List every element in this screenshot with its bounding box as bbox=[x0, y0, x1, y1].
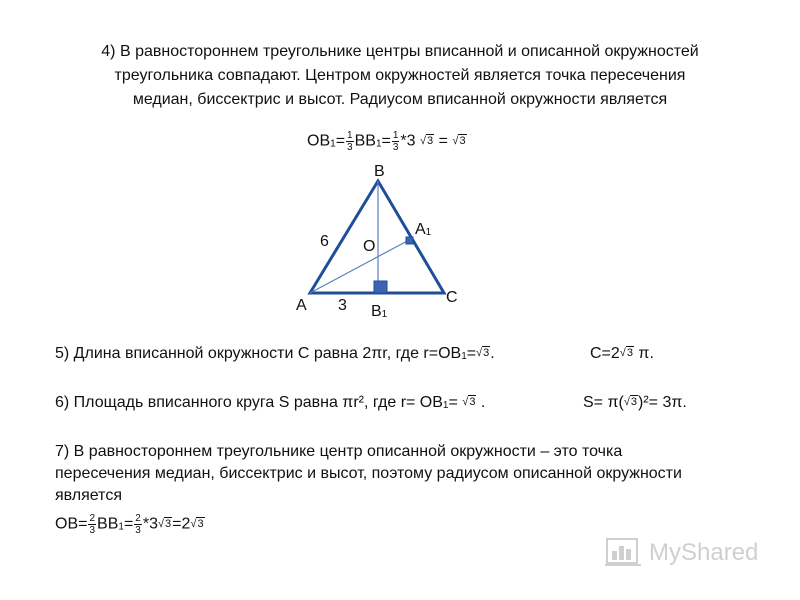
sqrt-radicand: 3 bbox=[459, 135, 466, 147]
sqrt-radicand: 3 bbox=[483, 347, 490, 360]
item-6-result bbox=[583, 392, 687, 414]
formula-subscript: 1 bbox=[118, 521, 124, 533]
segment-length-label-3: 3 bbox=[338, 297, 347, 314]
fraction-denominator: 3 bbox=[347, 142, 353, 153]
sqrt-symbol: √3 bbox=[419, 135, 434, 147]
label-subscript: 1 bbox=[425, 227, 432, 238]
item-5-text: 5) Длина вписанной окружности С равна 2πr, где r=OB bbox=[55, 345, 462, 362]
fraction-numerator: 2 bbox=[89, 513, 96, 524]
formula-subscript: 1 bbox=[461, 351, 467, 362]
formula-text: = bbox=[466, 345, 477, 362]
fraction-denominator: 3 bbox=[89, 525, 96, 536]
intro-line-2: треугольника совпадают. Центром окружностей является точка пересечения bbox=[114, 67, 686, 84]
formula-text: OB= bbox=[55, 515, 88, 533]
formula-text: BB bbox=[354, 132, 376, 150]
sqrt-radicand: 3 bbox=[630, 396, 637, 409]
vertex-label-C: C bbox=[446, 289, 458, 306]
label-subscript: 1 bbox=[381, 309, 388, 320]
watermark-text: MyShared bbox=[649, 539, 759, 566]
item-5-result bbox=[590, 343, 654, 365]
intro-paragraph bbox=[40, 40, 760, 112]
formula-text: =2 bbox=[172, 515, 191, 533]
formula-text: OB bbox=[307, 132, 331, 150]
formula-text: BB bbox=[97, 515, 119, 533]
center-label-O: O bbox=[363, 238, 376, 255]
formula-text: С=2 bbox=[590, 345, 620, 362]
intro-line-1: 4) В равностороннем треугольнике центры вписанной и описанной окружностей bbox=[101, 43, 699, 60]
formula-text: . bbox=[480, 394, 486, 411]
formula-subscript: 1 bbox=[442, 400, 449, 411]
triangle-figure bbox=[290, 160, 470, 320]
fraction-numerator: 1 bbox=[347, 130, 353, 141]
fraction-denominator: 3 bbox=[392, 142, 399, 153]
circumradius-formula bbox=[55, 513, 205, 538]
right-angle-marker-A1 bbox=[406, 237, 413, 244]
formula-text: *3 bbox=[400, 132, 416, 150]
formula-text: )²= 3π. bbox=[638, 394, 687, 411]
item-6-text: 6) Площадь вписанного круга S равна πr², где r= OB bbox=[55, 394, 443, 411]
item-7-line-3: является bbox=[55, 487, 122, 504]
sqrt-radicand: 3 bbox=[626, 347, 633, 360]
formula-text: *3 bbox=[142, 515, 158, 533]
sqrt-symbol: √3 bbox=[619, 347, 633, 360]
sqrt-radicand: 3 bbox=[469, 396, 476, 409]
sqrt-radicand: 3 bbox=[165, 518, 172, 530]
fraction bbox=[88, 513, 96, 536]
fraction-denominator: 3 bbox=[135, 525, 141, 536]
fraction-numerator: 1 bbox=[392, 130, 399, 141]
formula-text: π. bbox=[638, 345, 654, 362]
formula-text: = bbox=[448, 394, 458, 411]
vertex-label-B: B bbox=[374, 163, 385, 180]
item-5-line bbox=[55, 343, 775, 368]
point-label-B1 bbox=[371, 304, 387, 323]
formula-text: = bbox=[381, 132, 391, 150]
fraction bbox=[392, 130, 400, 153]
item-7-line-1: 7) В равностороннем треугольнике центр описанной окружности – это точка bbox=[55, 443, 623, 460]
sqrt-symbol: √3 bbox=[623, 396, 637, 409]
formula-text: . bbox=[490, 345, 495, 362]
item-7-line-2: пересечения медиан, биссектрис и высот, поэтому радиусом описанной окружности bbox=[55, 465, 682, 482]
sqrt-symbol: √3 bbox=[190, 518, 204, 530]
label-letter: A bbox=[415, 221, 426, 238]
formula-subscript: 1 bbox=[375, 138, 382, 150]
sqrt-radicand: 3 bbox=[197, 518, 204, 530]
sqrt-symbol: √3 bbox=[157, 518, 172, 530]
formula-subscript: 1 bbox=[330, 138, 336, 150]
formula-text: = bbox=[335, 132, 346, 150]
formula-text: = bbox=[438, 132, 448, 150]
inradius-formula bbox=[307, 130, 467, 155]
sqrt-radicand: 3 bbox=[427, 135, 434, 147]
fraction-numerator: 2 bbox=[135, 513, 141, 524]
vertex-label-A: A bbox=[296, 297, 307, 314]
point-label-A1 bbox=[415, 222, 431, 241]
item-5 bbox=[55, 343, 775, 368]
sqrt-symbol: √3 bbox=[452, 135, 466, 147]
sqrt-symbol: √3 bbox=[476, 347, 490, 360]
formula-text: S= π( bbox=[583, 394, 624, 411]
myshared-watermark bbox=[605, 535, 775, 571]
fraction bbox=[134, 513, 142, 536]
fraction bbox=[346, 130, 354, 153]
bar-chart-icon bbox=[605, 535, 645, 569]
right-angle-marker-B1 bbox=[374, 281, 387, 293]
item-7 bbox=[55, 441, 775, 507]
sqrt-symbol: √3 bbox=[462, 396, 476, 409]
side-length-label-6: 6 bbox=[320, 233, 329, 250]
intro-line-3: медиан, биссектрис и высот. Радиусом вписанной окружности является bbox=[132, 91, 668, 108]
formula-text: = bbox=[123, 515, 134, 533]
label-letter: B bbox=[371, 303, 382, 320]
